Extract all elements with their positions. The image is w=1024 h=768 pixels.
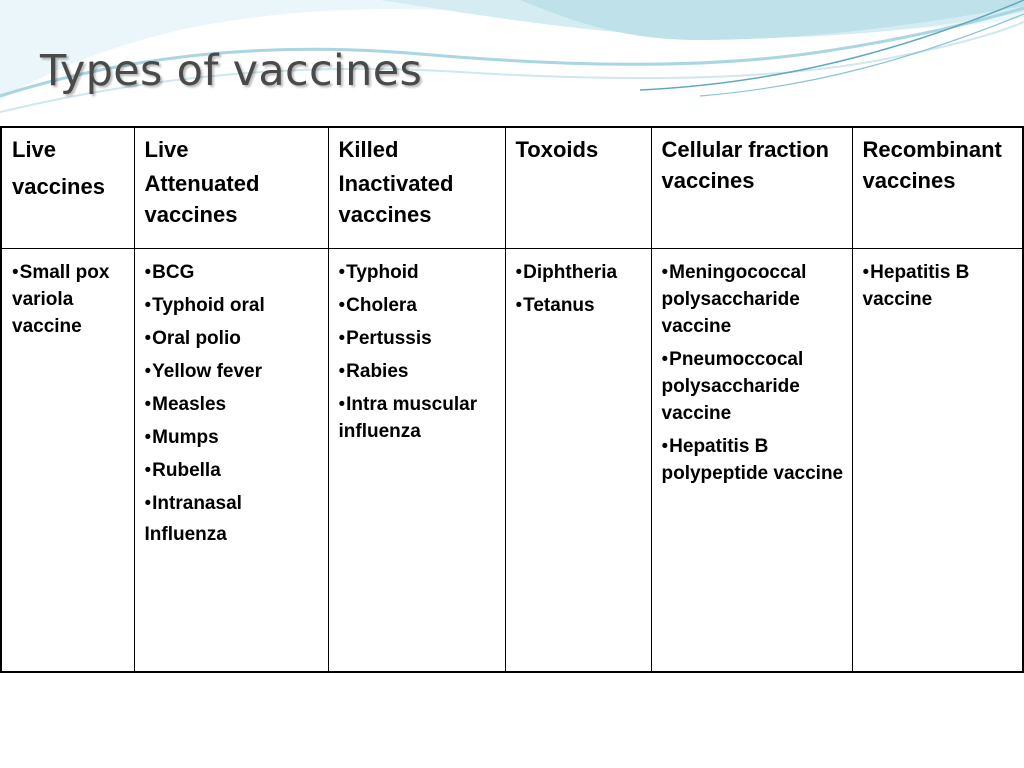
body-cell-toxoids	[505, 249, 651, 673]
header-cell-killed-inactivated	[328, 127, 505, 249]
vaccine-name: Yellow fever	[152, 361, 262, 382]
header-cell-toxoids	[505, 127, 651, 249]
header-label-line1: Live	[144, 137, 189, 162]
bullet-icon: •	[144, 427, 152, 448]
body-cell-live-vaccines	[1, 249, 134, 673]
vaccine-list-item	[145, 424, 320, 451]
table-header-row	[1, 127, 1023, 249]
bullet-icon: •	[661, 436, 669, 457]
bullet-icon: •	[144, 328, 152, 349]
vaccine-list-item	[516, 292, 643, 319]
bullet-icon: •	[144, 295, 152, 316]
vaccine-list-item	[339, 358, 497, 385]
header-cell-cellular-fraction	[651, 127, 852, 249]
vaccine-list	[329, 249, 505, 445]
bullet-icon: •	[338, 262, 346, 283]
vaccine-list	[853, 249, 1023, 313]
bullet-icon: •	[661, 349, 669, 370]
header-cell-live-attenuated	[134, 127, 328, 249]
vaccine-list	[2, 249, 134, 340]
vaccine-name: Small pox variola vaccine	[12, 262, 110, 337]
vaccine-list-item	[145, 358, 320, 385]
vaccine-name: Rabies	[346, 361, 409, 382]
vaccine-list-item	[662, 346, 844, 427]
header-label-line2: Attenuated vaccines	[144, 171, 260, 227]
header-label: Recombinant vaccines	[862, 137, 1002, 193]
vaccine-name: Hepatitis B polypeptide vaccine	[661, 436, 844, 484]
vaccine-name: Meningococcal polysaccharide vaccine	[661, 262, 807, 337]
header-label: Toxoids	[515, 137, 599, 162]
bullet-icon: •	[144, 460, 152, 481]
header-label-line1: Live	[12, 137, 57, 162]
header-label-line1: Killed	[338, 137, 399, 162]
vaccine-name: Rubella	[152, 460, 221, 481]
bullet-icon: •	[515, 262, 523, 283]
vaccine-list-item	[516, 259, 643, 286]
vaccine-list	[506, 249, 651, 319]
bullet-icon: •	[862, 262, 870, 283]
vaccine-name: BCG	[152, 262, 195, 283]
bullet-icon: •	[144, 262, 152, 283]
vaccine-list-item	[145, 292, 320, 319]
vaccine-list	[135, 249, 328, 517]
body-cell-recombinant	[852, 249, 1023, 673]
bullet-icon: •	[338, 295, 346, 316]
vaccine-list	[652, 249, 852, 487]
vaccine-name: Intranasal	[152, 493, 242, 514]
vaccine-name: Typhoid oral	[152, 295, 265, 316]
vaccine-list-item	[145, 259, 320, 286]
vaccine-list-item	[145, 457, 320, 484]
vaccine-name: Oral polio	[152, 328, 241, 349]
vaccine-list-item	[662, 259, 844, 340]
body-cell-killed-inactivated	[328, 249, 505, 673]
bullet-icon: •	[338, 361, 346, 382]
slide-title: Types of vaccines	[40, 46, 423, 96]
vaccine-list-item	[339, 391, 497, 445]
bullet-icon: •	[144, 361, 152, 382]
vaccine-types-table	[0, 126, 1024, 673]
body-cell-live-attenuated	[134, 249, 328, 673]
table-body-row	[1, 249, 1023, 673]
vaccine-list-item	[12, 259, 126, 340]
header-label: Cellular fraction vaccines	[661, 137, 829, 193]
vaccine-list-item	[662, 433, 844, 487]
header-label-line2: Inactivated vaccines	[338, 171, 454, 227]
bullet-icon: •	[144, 394, 152, 415]
vaccine-name: Cholera	[346, 295, 417, 316]
header-cell-live-vaccines	[1, 127, 134, 249]
vaccine-list-item	[339, 292, 497, 319]
vaccine-name: Pneumoccocal polysaccharide vaccine	[661, 349, 804, 424]
vaccine-name: Diphtheria	[523, 262, 618, 283]
vaccine-list-item	[863, 259, 1015, 313]
vaccine-name: Hepatitis B vaccine	[862, 262, 970, 310]
vaccine-list-item	[339, 259, 497, 286]
vaccine-name: Tetanus	[523, 295, 595, 316]
vaccine-name: Measles	[152, 394, 227, 415]
bullet-icon: •	[661, 262, 669, 283]
list-continuation-text: Influenza	[144, 524, 227, 545]
bullet-icon: •	[338, 328, 346, 349]
vaccine-list-item	[145, 325, 320, 352]
vaccine-name: Typhoid	[346, 262, 419, 283]
vaccine-name: Intra muscular influenza	[338, 394, 478, 442]
bullet-icon: •	[12, 262, 19, 283]
bullet-icon: •	[515, 295, 523, 316]
vaccine-list-item	[145, 490, 320, 517]
vaccine-name: Pertussis	[346, 328, 432, 349]
header-label-line2: vaccines	[12, 174, 105, 199]
bullet-icon: •	[144, 493, 152, 514]
header-cell-recombinant	[852, 127, 1023, 249]
body-cell-cellular-fraction	[651, 249, 852, 673]
vaccine-list-item	[339, 325, 497, 352]
vaccine-name: Mumps	[152, 427, 219, 448]
bullet-icon: •	[338, 394, 346, 415]
vaccine-list-item	[145, 391, 320, 418]
